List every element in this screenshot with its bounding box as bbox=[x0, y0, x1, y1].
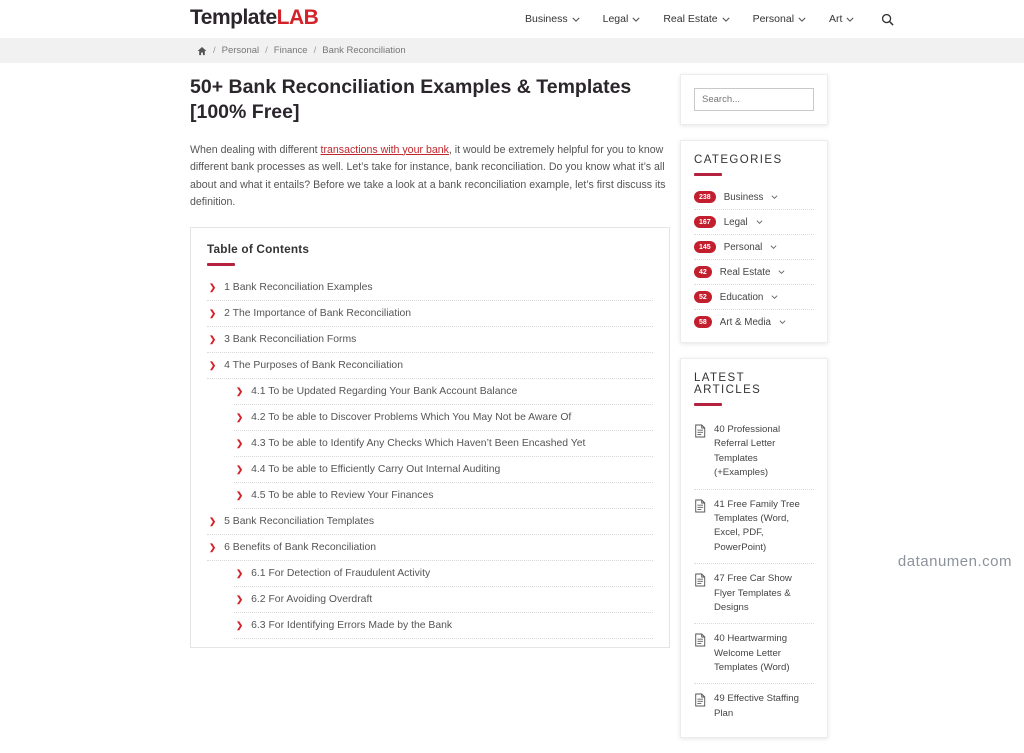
breadcrumb bbox=[197, 38, 406, 63]
toc-item[interactable] bbox=[234, 587, 653, 613]
breadcrumb-item-finance[interactable]: Finance bbox=[273, 45, 308, 56]
breadcrumb-item-personal[interactable]: Personal bbox=[221, 45, 260, 56]
category-item-art-media[interactable] bbox=[694, 310, 814, 334]
count-badge: 52 bbox=[694, 291, 712, 303]
latest-articles-title: LATEST ARTICLES bbox=[694, 372, 762, 396]
toc-item-label: 6.1 For Detection of Fraudulent Activity bbox=[251, 567, 431, 579]
count-badge: 167 bbox=[694, 216, 716, 228]
category-label: Real Estate bbox=[719, 266, 771, 278]
nav-item-real-estate[interactable] bbox=[663, 13, 729, 25]
toc-item-label: 6.3 For Identifying Errors Made by the Bank bbox=[251, 619, 453, 631]
chevron-down-icon bbox=[798, 13, 806, 25]
nav-item-business[interactable] bbox=[525, 13, 580, 25]
toc-item-label: 4 The Purposes of Bank Reconciliation bbox=[224, 359, 403, 371]
document-icon bbox=[694, 573, 706, 592]
toc-item[interactable] bbox=[234, 561, 653, 587]
toc-item-label: 4.2 To be able to Discover Problems Which You May Not be Aware Of bbox=[251, 411, 572, 423]
breadcrumb-separator: / bbox=[313, 45, 317, 56]
toc-item-label: 4.5 To be able to Review Your Finances bbox=[251, 489, 434, 501]
count-badge: 145 bbox=[694, 241, 716, 253]
category-item-legal[interactable] bbox=[694, 210, 814, 235]
chevron-right-icon: ❯ bbox=[209, 307, 217, 318]
category-label: Business bbox=[723, 191, 764, 203]
toc-item[interactable] bbox=[207, 301, 653, 327]
document-icon bbox=[694, 499, 706, 518]
accent-bar bbox=[207, 263, 235, 266]
toc-item-label: 1 Bank Reconciliation Examples bbox=[224, 281, 373, 293]
category-item-education[interactable] bbox=[694, 285, 814, 310]
search-card bbox=[680, 74, 828, 125]
toc-item[interactable] bbox=[234, 457, 653, 483]
nav-item-label: Real Estate bbox=[663, 13, 718, 25]
toc-item[interactable] bbox=[207, 275, 653, 301]
category-item-real-estate[interactable] bbox=[694, 260, 814, 285]
intro-link[interactable]: transactions with your bank bbox=[320, 143, 449, 156]
breadcrumb-bar bbox=[0, 38, 1024, 63]
logo-text-lab: LAB bbox=[276, 6, 319, 29]
accent-bar bbox=[694, 403, 722, 406]
toc-item-label: 6 Benefits of Bank Reconciliation bbox=[224, 541, 377, 553]
count-badge: 58 bbox=[694, 316, 712, 328]
article-link[interactable] bbox=[694, 564, 814, 624]
category-label: Education bbox=[719, 291, 764, 303]
toc-list bbox=[207, 275, 653, 639]
toc-item[interactable] bbox=[234, 405, 653, 431]
intro-paragraph bbox=[190, 142, 670, 212]
page-title: 50+ Bank Reconciliation Examples & Templates [100% Free] bbox=[190, 76, 632, 124]
nav-item-label: Business bbox=[525, 13, 568, 25]
article-column bbox=[190, 75, 670, 648]
watermark: datanumen.com bbox=[897, 553, 1012, 570]
toc-title: Table of Contents bbox=[207, 241, 310, 256]
chevron-down-icon bbox=[771, 195, 778, 199]
document-icon bbox=[694, 633, 706, 652]
sidebar bbox=[680, 74, 828, 753]
category-label: Personal bbox=[723, 241, 763, 253]
chevron-down-icon bbox=[756, 220, 763, 224]
chevron-down-icon bbox=[770, 245, 777, 249]
article-link[interactable] bbox=[694, 490, 814, 565]
chevron-right-icon: ❯ bbox=[209, 541, 217, 552]
article-link-label: 40 Professional Referral Letter Templates (+Examples) bbox=[714, 424, 781, 479]
breadcrumb-separator: / bbox=[265, 45, 268, 56]
toc-item[interactable] bbox=[207, 509, 653, 535]
breadcrumb-separator: / bbox=[213, 45, 216, 56]
category-label: Art & Media bbox=[719, 316, 771, 328]
chevron-right-icon: ❯ bbox=[236, 593, 244, 604]
nav-item-personal[interactable] bbox=[753, 13, 806, 25]
category-item-business[interactable] bbox=[694, 185, 814, 210]
count-badge: 42 bbox=[694, 266, 712, 278]
latest-articles-card bbox=[680, 358, 828, 738]
intro-text-after: , it would be extremely helpful for you to know different bank processes as well. Let’s take for instance, bank reconciliation. Do you know what it’s all about and what it entails? Before we take a look at a bank reconciliation example, let’s first discuss its definition. bbox=[190, 143, 666, 209]
toc-item-label: 4.4 To be able to Efficiently Carry Out Internal Auditing bbox=[251, 463, 501, 475]
chevron-right-icon: ❯ bbox=[236, 619, 244, 630]
table-of-contents bbox=[190, 227, 670, 648]
latest-articles-list bbox=[694, 415, 814, 729]
nav-item-label: Art bbox=[829, 13, 843, 25]
chevron-down-icon bbox=[722, 13, 730, 25]
categories-card bbox=[680, 140, 828, 343]
chevron-down-icon bbox=[778, 270, 785, 274]
article-link-label: 40 Heartwarming Welcome Letter Templates (Word) bbox=[714, 633, 790, 674]
chevron-down-icon bbox=[632, 13, 640, 25]
chevron-down-icon bbox=[572, 13, 580, 25]
toc-item-label: 6.2 For Avoiding Overdraft bbox=[251, 593, 373, 605]
document-icon bbox=[694, 693, 706, 712]
chevron-right-icon: ❯ bbox=[236, 385, 244, 396]
chevron-right-icon: ❯ bbox=[236, 567, 244, 578]
article-link-label: 41 Free Family Tree Templates (Word, Excel, PDF, PowerPoint) bbox=[714, 498, 800, 553]
search-input[interactable] bbox=[694, 88, 814, 111]
toc-item-label: 2 The Importance of Bank Reconciliation bbox=[224, 307, 412, 319]
chevron-right-icon: ❯ bbox=[236, 489, 244, 500]
chevron-right-icon: ❯ bbox=[209, 333, 217, 344]
intro-text-before: When dealing with different bbox=[190, 143, 321, 156]
chevron-down-icon bbox=[846, 13, 854, 25]
chevron-right-icon: ❯ bbox=[209, 281, 217, 292]
toc-item-label: 4.3 To be able to Identify Any Checks Which Haven’t Been Encashed Yet bbox=[251, 437, 586, 449]
toc-item[interactable] bbox=[234, 483, 653, 509]
toc-item-label: 3 Bank Reconciliation Forms bbox=[224, 333, 357, 345]
toc-item[interactable] bbox=[207, 327, 653, 353]
article-link[interactable] bbox=[694, 415, 814, 490]
toc-item-label: 5 Bank Reconciliation Templates bbox=[224, 515, 375, 527]
nav-item-label: Personal bbox=[752, 13, 795, 25]
toc-item[interactable] bbox=[234, 613, 653, 639]
site-logo[interactable] bbox=[190, 6, 318, 30]
chevron-right-icon: ❯ bbox=[236, 411, 244, 422]
chevron-down-icon bbox=[779, 320, 786, 324]
chevron-right-icon: ❯ bbox=[236, 437, 244, 448]
toc-item[interactable] bbox=[234, 379, 653, 405]
nav-item-art[interactable] bbox=[829, 13, 854, 25]
chevron-right-icon: ❯ bbox=[209, 515, 217, 526]
main-nav bbox=[525, 0, 894, 38]
chevron-right-icon: ❯ bbox=[209, 359, 217, 370]
breadcrumb-item-current: Bank Reconciliation bbox=[322, 45, 406, 56]
search-icon[interactable] bbox=[881, 13, 894, 26]
categories-list bbox=[694, 185, 814, 334]
article-link-label: 49 Effective Staffing Plan bbox=[714, 693, 799, 719]
toc-item[interactable] bbox=[207, 535, 653, 561]
chevron-right-icon: ❯ bbox=[236, 463, 244, 474]
accent-bar bbox=[694, 173, 722, 176]
article-link-label: 47 Free Car Show Flyer Templates & Designs bbox=[714, 573, 792, 613]
category-label: Legal bbox=[723, 216, 748, 228]
document-icon bbox=[694, 424, 706, 443]
chevron-down-icon bbox=[771, 295, 778, 299]
site-header bbox=[0, 0, 1024, 38]
count-badge: 238 bbox=[694, 191, 716, 203]
category-item-personal[interactable] bbox=[694, 235, 814, 260]
logo-text-template: Template bbox=[190, 6, 277, 29]
home-icon[interactable] bbox=[197, 46, 207, 56]
categories-title: CATEGORIES bbox=[694, 154, 783, 166]
nav-item-label: Legal bbox=[602, 13, 629, 25]
toc-item[interactable] bbox=[207, 353, 653, 379]
toc-item-label: 4.1 To be Updated Regarding Your Bank Account Balance bbox=[251, 385, 518, 397]
nav-item-legal[interactable] bbox=[603, 13, 641, 25]
article-link[interactable] bbox=[694, 684, 814, 729]
toc-item[interactable] bbox=[234, 431, 653, 457]
article-link[interactable] bbox=[694, 624, 814, 684]
